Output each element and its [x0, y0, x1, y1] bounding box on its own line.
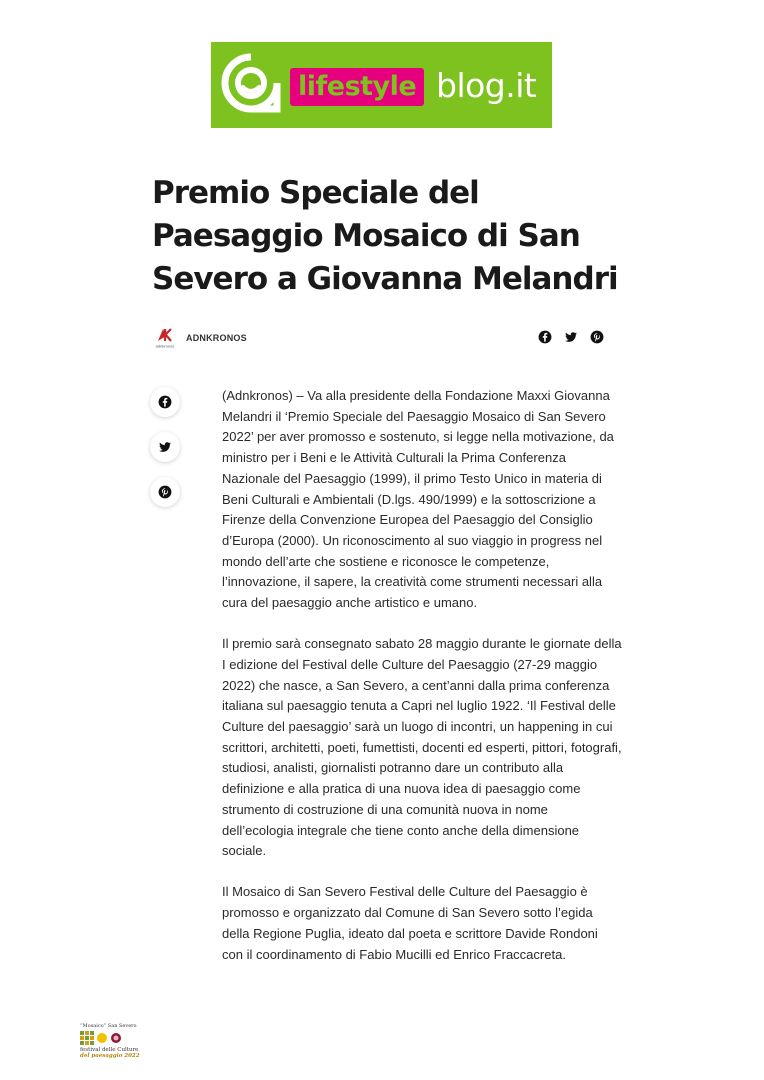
author-name[interactable]: ADNKRONOS [186, 333, 247, 343]
article-paragraph: Il Mosaico di San Severo Festival delle Culture del Paesaggio è promosso e organizzato dal Comune di San Severo sotto l’egida della Regione Puglia, ideato dal poeta e scrittore Davide Rondoni con il coordinamento di Fabio Mucilli ed Enrico Fraccacreta. [222, 884, 598, 962]
share-pinterest-button[interactable] [150, 477, 180, 507]
author-logo-text: adnkronos [155, 343, 175, 349]
sun-icon [96, 1032, 108, 1044]
twitter-icon[interactable] [564, 330, 578, 344]
share-bar-top [538, 330, 604, 344]
festival-logo-subtitle: festival delle Culture del paesaggio 2022 [80, 1047, 140, 1059]
festival-logo [80, 1023, 144, 1071]
adnkronos-logo-icon [150, 327, 180, 349]
logo-word-blog: blog.it [436, 66, 537, 105]
article-paragraph: (Adnkronos) – Va alla presidente della Fondazione Maxxi Giovanna Melandri il ‘Premio Speciale del Paesaggio Mosaico di San Severo 2022’ per aver promosso e sostenuto, si legge nella motivazione, da ministro per i Beni e le Attività Culturali la Prima Conferenza Nazionale del Paesaggio (1999), il primo Testo Unico in materia di Beni Culturali e Ambientali (D.lgs. 490/1999) e la sottoscrizione a Firenze della Convenzione Europea del Paesaggio del Consiglio d’Europa (2000). Un riconoscimento al suo viaggio in progress nel mondo dell’arte che sostiene e riconosce le competenze, l’innovazione, il sapere, la creatività come strumenti necessari alla cura del paesaggio anche artistico e umano. [222, 388, 614, 611]
author-avatar [150, 327, 180, 349]
site-logo[interactable] [211, 42, 552, 128]
chat-bubble-logo-icon [219, 51, 283, 115]
article-title: Premio Speciale del Paesaggio Mosaico di San Severo a Giovanna Melandri [152, 175, 618, 297]
logo-word-lifestyle: lifestyle [290, 68, 424, 106]
pinterest-icon [158, 485, 172, 499]
share-twitter-button[interactable] [150, 432, 180, 462]
mosaic-pattern-icon [80, 1031, 94, 1045]
author-byline[interactable] [150, 327, 247, 349]
article-paragraph: Il premio sarà consegnato sabato 28 maggio durante le giornate della I edizione del Festival delle Culture del Paesaggio (27-29 maggio 2022) che nasce, a San Severo, a cent’anni dalla prima conferenza italiana sul paesaggio tenuta a Capri nel luglio 1922. ‘Il Festival delle Culture del paesaggio’ sarà un luogo di incontri, un happening in cui scrittori, architetti, poeti, fumettisti, docenti ed esperti, pittori, fotografi, studiosi, analisti, giornalisti potranno dare un contributo alla definizione e alla pratica di una nuova idea di paesaggio come strumento di costruzione di una comunità nuova in nome dell’ecologia integrale che tiene conto anche della dimensione sociale. [222, 636, 622, 859]
facebook-icon[interactable] [538, 330, 552, 344]
twitter-icon [158, 440, 172, 454]
article-body [222, 386, 622, 986]
share-bar-side [150, 387, 180, 507]
share-facebook-button[interactable] [150, 387, 180, 417]
festival-logo-title: “Mosaico” San Severo [80, 1023, 137, 1029]
seal-icon [110, 1032, 122, 1044]
facebook-icon [158, 395, 172, 409]
pinterest-icon[interactable] [590, 330, 604, 344]
